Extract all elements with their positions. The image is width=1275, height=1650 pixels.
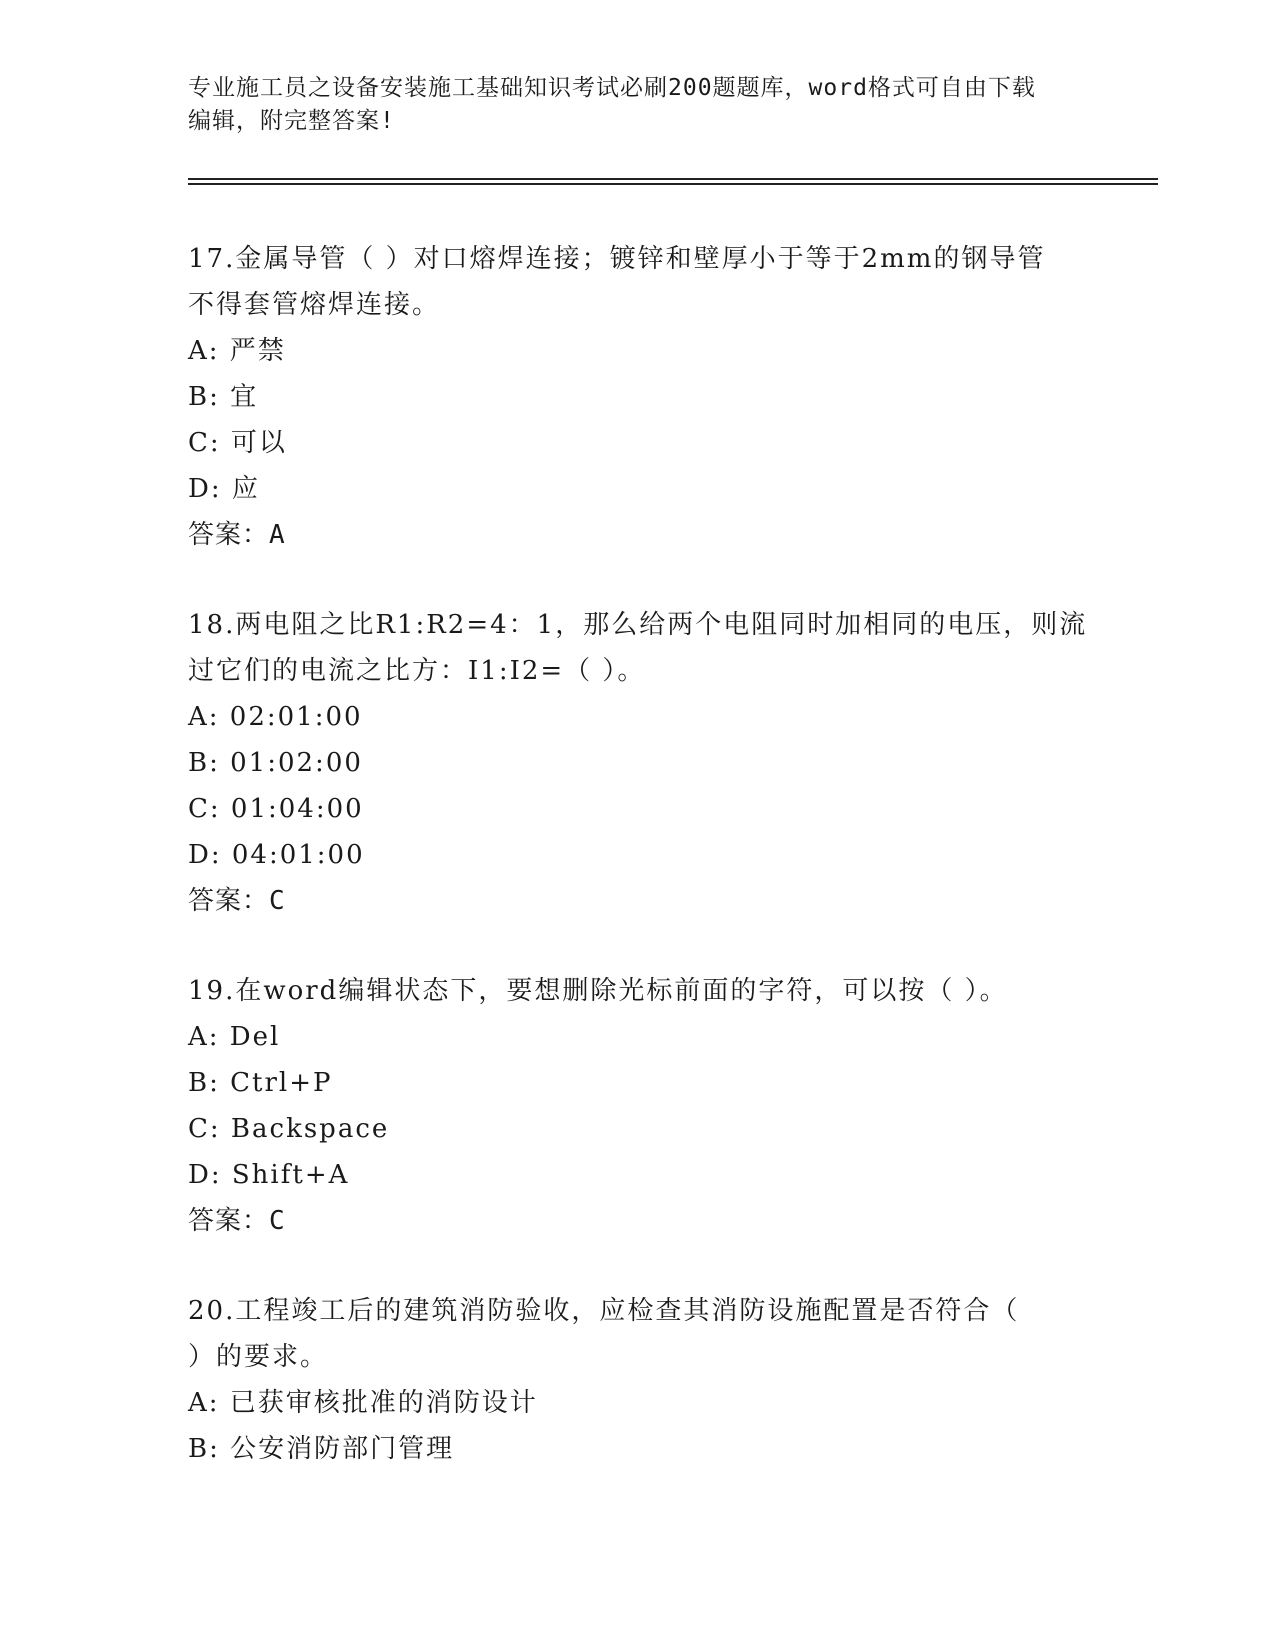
option-b: B: Ctrl+P <box>188 1068 333 1098</box>
question-list <box>188 236 1148 1516</box>
option-b: B: 宜 <box>188 382 259 412</box>
option-b: B: 公安消防部门管理 <box>188 1434 455 1464</box>
question-19 <box>188 968 1148 1244</box>
document-header <box>188 72 1088 138</box>
question-stem-line: 不得套管熔焊连接。 <box>188 290 441 320</box>
option-d: D: 04:01:00 <box>188 840 365 870</box>
question-17 <box>188 236 1148 558</box>
option-a: A: 严禁 <box>188 336 286 366</box>
answer-label: 答案：C <box>188 1206 286 1236</box>
question-stem-line: 过它们的电流之比方：I1:I2=（ ）。 <box>188 656 646 686</box>
question-stem-line: 20.工程竣工后的建筑消防验收，应检查其消防设施配置是否符合（ <box>188 1296 1020 1326</box>
header-line-1: 专业施工员之设备安装施工基础知识考试必刷200题题库，word格式可自由下载 <box>188 75 1036 101</box>
option-c: C: 可以 <box>188 428 287 458</box>
header-line-2: 编辑，附完整答案! <box>188 108 395 134</box>
option-b: B: 01:02:00 <box>188 748 363 778</box>
question-stem-line: ）的要求。 <box>188 1342 329 1372</box>
option-a: A: 已获审核批准的消防设计 <box>188 1388 538 1418</box>
answer-label: 答案：A <box>188 520 286 550</box>
option-a: A: 02:01:00 <box>188 702 363 732</box>
option-c: C: Backspace <box>188 1114 390 1144</box>
header-divider-bottom <box>188 183 1158 185</box>
answer-label: 答案：C <box>188 886 286 916</box>
question-20 <box>188 1288 1148 1472</box>
option-d: D: Shift+A <box>188 1160 350 1190</box>
question-18 <box>188 602 1148 924</box>
option-d: D: 应 <box>188 474 260 504</box>
header-divider-top <box>188 178 1158 180</box>
option-a: A: Del <box>188 1022 281 1052</box>
option-c: C: 01:04:00 <box>188 794 364 824</box>
question-stem-line: 18.两电阻之比R1:R2=4：1，那么给两个电阻同时加相同的电压，则流 <box>188 610 1088 640</box>
question-stem-line: 19.在word编辑状态下，要想删除光标前面的字符，可以按（ ）。 <box>188 976 1008 1006</box>
question-stem-line: 17.金属导管（ ）对口熔焊连接；镀锌和壁厚小于等于2mm的钢导管 <box>188 244 1046 274</box>
